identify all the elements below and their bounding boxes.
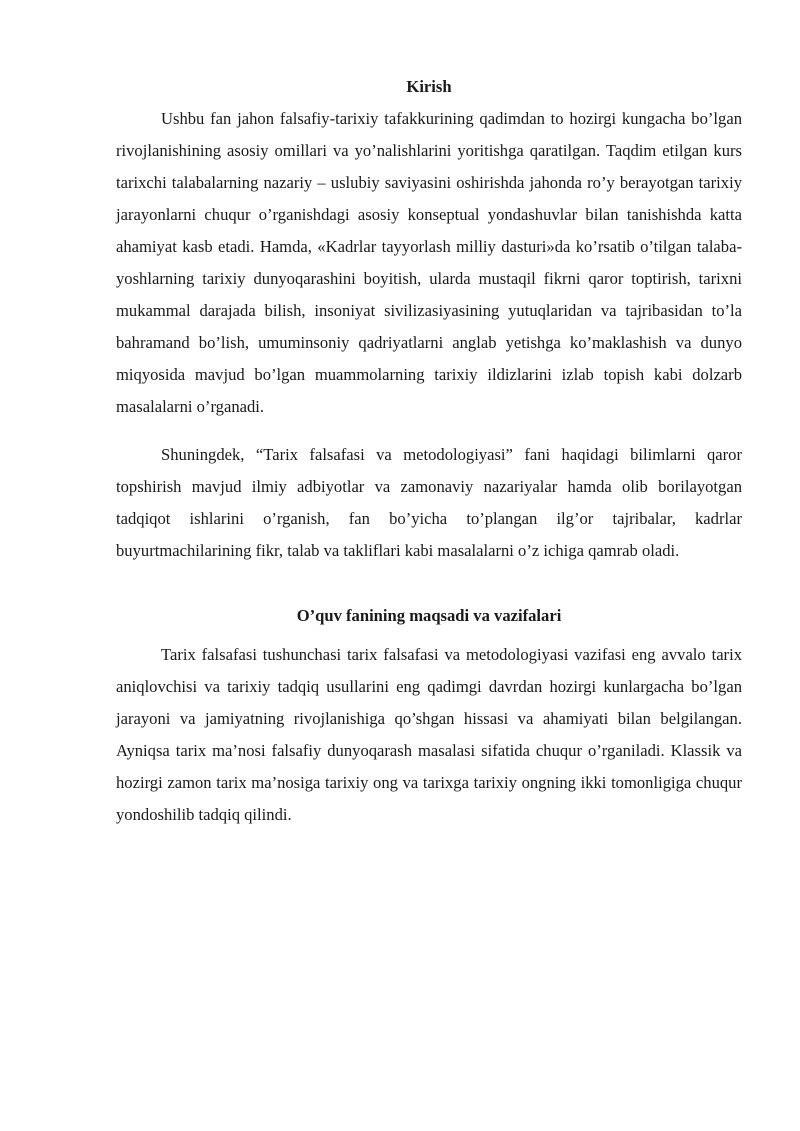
section-title-goals: O’quv fanining maqsadi va vazifalari: [296, 606, 562, 625]
page-content: [116, 75, 742, 831]
goals-paragraph-1: Tarix falsafasi tushunchasi tarix falsafasi va metodologiyasi vazifasi eng avvalo tarix aniqlovchisi va tarixiy tadqiq usullarini eng qadimgi davrdan hozirgi kunlargacha bo’lgan jarayoni va jamiyatning rivojlanishiga qo’shgan hissasi va ahamiyati bilan belgilangan. Ayniqsa tarix ma’nosi falsafiy dunyoqarash masalasi sifatida chuqur o’rganiladi. Klassik va hozirgi zamon tarix ma’nosiga tarixiy ong va tarixga tarixiy ongning ikki tomonligiga chuqur yondoshilib tadqiq qilindi.: [116, 645, 742, 824]
intro-paragraph-1: Ushbu fan jahon falsafiy-tarixiy tafakkurining qadimdan to hozirgi kungacha bo’lgan rivojlanishining asosiy omillari va yo’nalishlarini yoritishga qaratilgan. Taqdim etilgan kurs tarixchi talabalarning nazariy – uslubiy saviyasini oshirishda jahonda ro’y berayotgan tarixiy jarayonlarni chuqur o’rganishdagi asosiy konseptual yondashuvlar bilan tanishishda katta ahamiyat kasb etadi. Hamda, «Kadrlar tayyorlash milliy dasturi»da ko’rsatib o’tilgan talaba-yoshlarning tarixiy dunyoqarashini boyitish, ularda mustaqil fikrni qaror toptirish, tarixni mukammal darajada bilish, insoniyat sivilizasiyasining yutuqlaridan va tajribasidan to’la bahramand bo’lish, umuminsoniy qadriyatlarni anglab yetishga ko’maklashish va dunyo miqyosida mavjud bo’lgan muammolarning tarixiy ildizlarini izlab topish kabi dolzarb masalalarni o’rganadi.: [116, 109, 742, 416]
section-title-introduction: Kirish: [406, 77, 452, 96]
intro-paragraph-2: Shuningdek, “Tarix falsafasi va metodologiyasi” fani haqidagi bilimlarni qaror topshirish mavjud ilmiy adbiyotlar va zamonaviy nazariyalar hamda olib borilayotgan tadqiqot ishlarini o’rganish, fan bo’yicha to’plangan ilg’or tajribalar, kadrlar buyurtmachilarining fikr, talab va takliflari kabi masalalarni o’z ichiga qamrab oladi.: [116, 445, 742, 560]
